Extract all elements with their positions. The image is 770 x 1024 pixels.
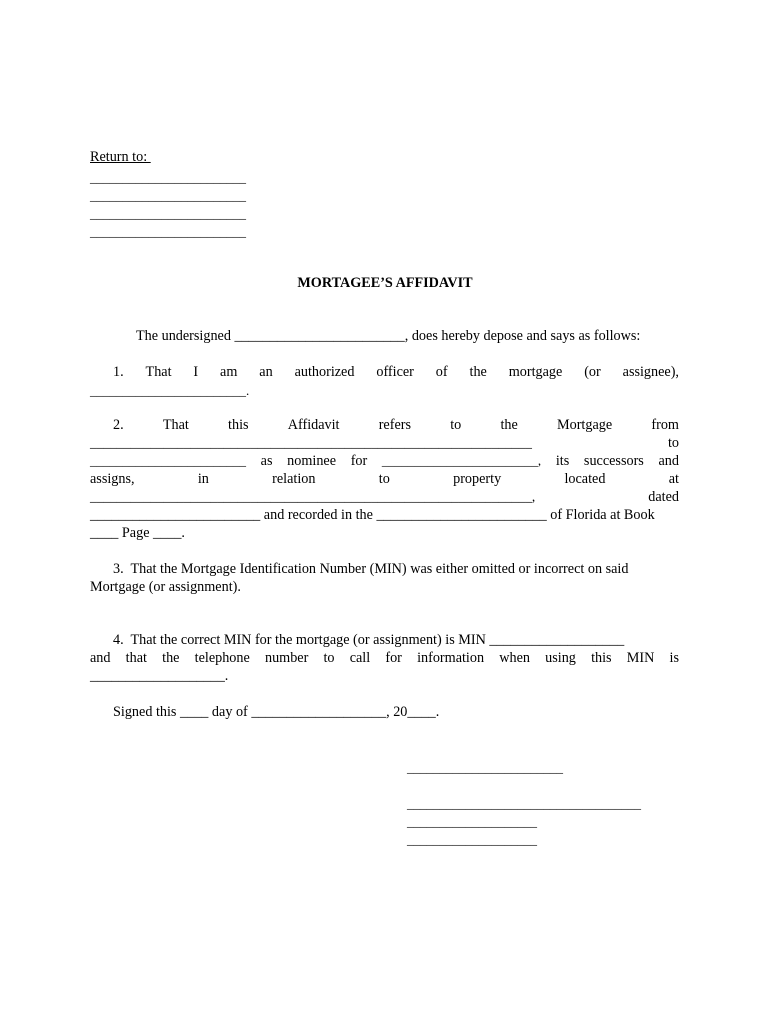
para4-word: the [162, 650, 180, 666]
para4-word: to [323, 650, 335, 666]
para1-word: the [469, 364, 487, 380]
para2-word: to [378, 471, 390, 487]
para2-word: its [555, 453, 570, 469]
document-title: MORTAGEE’S AFFIDAVIT [297, 275, 473, 291]
para1-word: officer [376, 364, 414, 380]
para4-word: and [90, 650, 111, 666]
para2-blank: ________________________, [381, 453, 542, 468]
para2-word: assigns, [90, 471, 135, 487]
para2-word: refers [378, 417, 411, 433]
para2-word: as [260, 453, 273, 469]
para1-word: of [435, 364, 448, 380]
return-to-label: Return to: [90, 149, 151, 165]
para4-word: telephone [194, 650, 250, 666]
para2-word: at [668, 471, 679, 487]
para4-line1: 4. That the correct MIN for the mortgage (or assignment) is MIN ___________________ [113, 632, 625, 648]
para2-word: to [450, 417, 462, 433]
para2-word: Affidavit [287, 417, 340, 433]
para4-word: is [669, 650, 679, 666]
para2-word: relation [272, 471, 316, 487]
para2-blank: __________________________________________________________________ [90, 435, 532, 450]
para2-line3 [90, 452, 679, 470]
return-line-4: ________________________ [90, 224, 246, 239]
para1-word: am [220, 364, 238, 380]
para1-line2: ________________________. [90, 383, 250, 398]
para2-word: nominee [287, 453, 337, 469]
para1-word: an [259, 364, 273, 380]
return-line-2: ________________________ [90, 188, 246, 203]
para4-word: that [125, 650, 147, 666]
para1-word: authorized [294, 364, 355, 380]
return-line-3: ________________________ [90, 206, 246, 221]
para2-line4 [90, 470, 679, 488]
para2-word: property [453, 471, 502, 487]
para4-word: using [545, 650, 576, 666]
signed-date-line: Signed this ____ day of ___________________, 20____. [113, 704, 440, 720]
para2-line5 [90, 488, 679, 506]
para2-line1 [113, 416, 679, 434]
para1-word: I [193, 364, 199, 380]
para2-word: in [197, 471, 209, 487]
para2-word: from [651, 417, 679, 433]
intro-paragraph: The undersigned ________________________, does hereby depose and says as follows: [136, 328, 641, 344]
company-line: ____________________ [407, 832, 537, 847]
para1-word: assignee), [622, 364, 679, 380]
para2-blank: __________________________________________________________________, [90, 489, 536, 504]
title-line: ____________________ [407, 814, 537, 829]
para2-word: this [228, 417, 249, 433]
para3-line1: 3. That the Mortgage Identification Number (MIN) was either omitted or incorrect on said [113, 561, 629, 577]
name-line: ____________________________________ [407, 796, 641, 811]
para4-word: information [417, 650, 485, 666]
para1-word: That [145, 364, 172, 380]
para2-word: successors [583, 453, 644, 469]
para2-word: Mortgage [557, 417, 613, 433]
para4-word: MIN [626, 650, 655, 666]
para2-word: 2. [113, 417, 124, 433]
para2-word: for [350, 453, 368, 469]
para2-word: dated [648, 489, 679, 505]
para1-word: (or [584, 364, 601, 380]
para2-word: the [500, 417, 518, 433]
return-line-1: ________________________ [90, 170, 246, 185]
para4-word: this [591, 650, 612, 666]
para4-word: for [385, 650, 402, 666]
para4-word: when [499, 650, 530, 666]
para4-word: number [264, 650, 309, 666]
para2-word: That [162, 417, 189, 433]
para4-word: call [349, 650, 371, 666]
para2-line2 [90, 434, 679, 452]
para3-line2: Mortgage (or assignment). [90, 579, 241, 595]
para1-word: 1. [113, 364, 124, 380]
para2-word: to [667, 435, 679, 451]
para2-line6: ________________________ and recorded in the ________________________ of Florida at Book [90, 507, 655, 523]
para4-line2 [90, 649, 679, 667]
para2-blank: ________________________ [90, 453, 246, 468]
para2-word: located [564, 471, 606, 487]
para2-word: and [658, 453, 679, 469]
para1-word: mortgage [508, 364, 563, 380]
para4-line3: ___________________. [90, 668, 229, 684]
signature-line: ________________________ [407, 760, 563, 775]
para2-line7: ____ Page ____. [90, 525, 185, 541]
para1-line1 [113, 363, 679, 381]
